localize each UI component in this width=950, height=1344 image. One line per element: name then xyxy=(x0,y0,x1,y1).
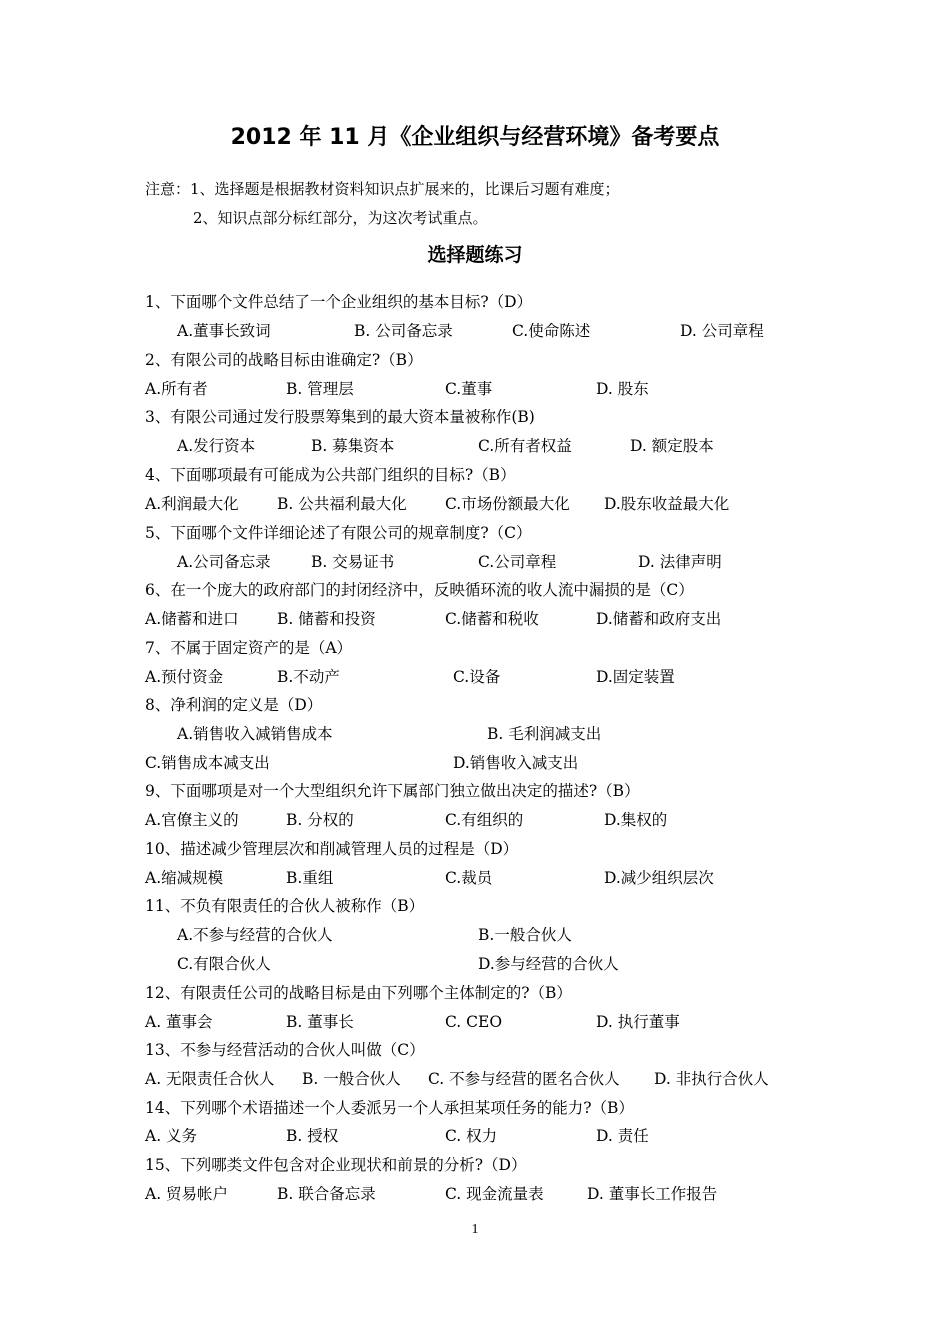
option-b: B. 董事长 xyxy=(286,1013,354,1031)
option-c: C.设备 xyxy=(453,668,501,686)
option-b: B.重组 xyxy=(286,869,334,887)
option-d: D. 股东 xyxy=(596,380,649,398)
option-b: B.一般合伙人 xyxy=(478,926,572,944)
note-line-1: 注意：1、选择题是根据教材资料知识点扩展来的，比课后习题有难度； xyxy=(145,180,620,198)
option-a: A.董事长致词 xyxy=(177,322,271,340)
option-a: A.预付资金 xyxy=(145,668,224,686)
question-text: 13、不参与经营活动的合伙人叫做（C） xyxy=(145,1041,425,1059)
option-d: D. 额定股本 xyxy=(630,437,714,455)
option-b: B. 募集资本 xyxy=(311,437,395,455)
option-c: C. CEO xyxy=(445,1013,503,1031)
option-b: B. 公共福利最大化 xyxy=(277,495,407,513)
option-d: D. 执行董事 xyxy=(596,1013,680,1031)
option-c: C.销售成本减支出 xyxy=(145,754,270,772)
option-a: A.缩减规模 xyxy=(145,869,224,887)
question-text: 10、描述减少管理层次和削减管理人员的过程是（D） xyxy=(145,840,519,858)
option-c: C.董事 xyxy=(445,380,493,398)
option-b: B. 交易证书 xyxy=(311,553,395,571)
option-d: D.储蓄和政府支出 xyxy=(596,610,722,628)
option-c: C.公司章程 xyxy=(478,553,557,571)
option-a: A.发行资本 xyxy=(177,437,256,455)
option-a: A.不参与经营的合伙人 xyxy=(177,926,333,944)
option-b: B. 毛利润减支出 xyxy=(487,725,602,743)
option-d: D.股东收益最大化 xyxy=(604,495,730,513)
option-a: A. 义务 xyxy=(145,1127,198,1145)
option-c: C.市场份额最大化 xyxy=(445,495,570,513)
option-a: A. 董事会 xyxy=(145,1013,213,1031)
option-d: D. 责任 xyxy=(596,1127,649,1145)
option-b: B. 储蓄和投资 xyxy=(277,610,376,628)
question-text: 12、有限责任公司的战略目标是由下列哪个主体制定的?（B） xyxy=(145,984,572,1002)
option-d: D.集权的 xyxy=(604,811,668,829)
option-a: A.储蓄和进口 xyxy=(145,610,239,628)
document-title: 2012 年 11 月《企业组织与经营环境》备考要点 xyxy=(230,125,720,150)
option-d: D. 公司章程 xyxy=(680,322,764,340)
option-d: D. 董事长工作报告 xyxy=(587,1185,718,1203)
option-d: D. 法律声明 xyxy=(638,553,722,571)
option-a: A.所有者 xyxy=(145,380,208,398)
option-a: A.公司备忘录 xyxy=(177,553,271,571)
option-d: D.销售收入减支出 xyxy=(453,754,579,772)
option-a: A.利润最大化 xyxy=(145,495,239,513)
option-d: D. 非执行合伙人 xyxy=(654,1070,769,1088)
option-a: A.销售收入减销售成本 xyxy=(177,725,333,743)
option-b: B. 一般合伙人 xyxy=(302,1070,401,1088)
option-a: A.官僚主义的 xyxy=(145,811,239,829)
option-b: B. 管理层 xyxy=(286,380,354,398)
option-a: A. 贸易帐户 xyxy=(145,1185,229,1203)
option-b: B. 授权 xyxy=(286,1127,339,1145)
option-c: C.使命陈述 xyxy=(512,322,591,340)
question-text: 8、净利润的定义是（D） xyxy=(145,696,323,714)
question-text: 2、有限公司的战略目标由谁确定?（B） xyxy=(145,351,423,369)
option-b: B. 公司备忘录 xyxy=(354,322,453,340)
question-text: 3、有限公司通过发行股票筹集到的最大资本量被称作(B) xyxy=(145,408,535,426)
question-text: 4、下面哪项最有可能成为公共部门组织的目标?（B） xyxy=(145,466,516,484)
option-d: D.固定装置 xyxy=(596,668,675,686)
option-d: D.减少组织层次 xyxy=(604,869,714,887)
option-c: C. 不参与经营的匿名合伙人 xyxy=(428,1070,620,1088)
option-c: C.有组织的 xyxy=(445,811,524,829)
page-number: 1 xyxy=(471,1222,479,1237)
option-c: C. 权力 xyxy=(445,1127,498,1145)
question-text: 7、不属于固定资产的是（A） xyxy=(145,639,353,657)
option-c: C.裁员 xyxy=(445,869,493,887)
question-text: 1、下面哪个文件总结了一个企业组织的基本目标?（D） xyxy=(145,293,533,311)
option-c: C.储蓄和税收 xyxy=(445,610,539,628)
option-c: C. 现金流量表 xyxy=(445,1185,544,1203)
option-b: B. 分权的 xyxy=(286,811,354,829)
question-text: 9、下面哪项是对一个大型组织允许下属部门独立做出决定的描述?（B） xyxy=(145,782,640,800)
question-text: 15、下列哪类文件包含对企业现状和前景的分析?（D） xyxy=(145,1156,527,1174)
option-b: B.不动产 xyxy=(277,668,340,686)
question-text: 14、下列哪个术语描述一个人委派另一个人承担某项任务的能力?（B） xyxy=(145,1099,634,1117)
option-d: D.参与经营的合伙人 xyxy=(478,955,619,973)
question-text: 5、下面哪个文件详细论述了有限公司的规章制度?（C） xyxy=(145,524,532,542)
note-line-2: 2、知识点部分标红部分，为这次考试重点。 xyxy=(193,209,488,227)
question-text: 11、不负有限责任的合伙人被称作（B） xyxy=(145,897,425,915)
option-a: A. 无限责任合伙人 xyxy=(145,1070,275,1088)
option-b: B. 联合备忘录 xyxy=(277,1185,376,1203)
section-title: 选择题练习 xyxy=(427,244,523,266)
option-c: C.有限合伙人 xyxy=(177,955,271,973)
question-text: 6、在一个庞大的政府部门的封闭经济中，反映循环流的收人流中漏损的是（C） xyxy=(145,581,694,599)
option-c: C.所有者权益 xyxy=(478,437,572,455)
